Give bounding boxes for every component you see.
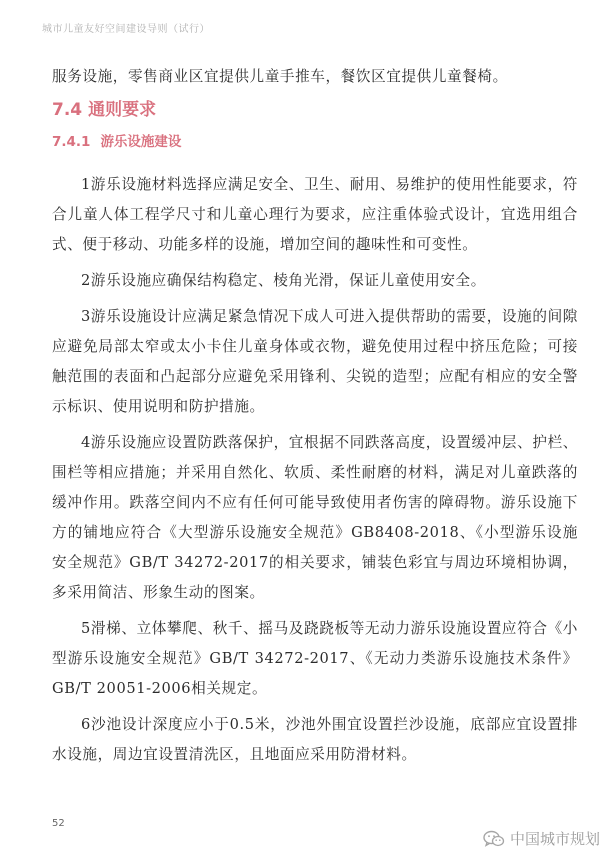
section-number: 7.4 [52,100,83,120]
subsection-heading [52,132,578,152]
running-header: 城市儿童友好空间建设导则（试行） [42,24,210,35]
subsection-number: 7.4.1 [52,134,91,150]
paragraph-2: 2游乐设施应确保结构稳定、棱角光滑，保证儿童使用安全。 [81,272,486,289]
subsection-title: 游乐设施建设 [100,134,182,150]
paragraph-3: 3游乐设施设计应满足紧急情况下成人可进入提供帮助的需要，设施的间隙应避免局部太窄或太小卡住儿童身体或衣物，避免使用过程中挤压危险；可接触范围的表面和凸起部分应避免采用锋利、尖锐的造型；应配有相应的安全警示标识、使用说明和防护措施。 [52,308,578,415]
paragraph-1: 1游乐设施材料选择应满足安全、卫生、耐用、易维护的使用性能要求，符合儿童人体工程学尺寸和儿童心理行为要求，应注重体验式设计，宜选用组合式、便于移动、功能多样的设施，增加空间的趣味性和可变性。 [52,176,578,253]
paragraph-4: 4游乐设施应设置防跌落保护，宜根据不同跌落高度，设置缓冲层、护栏、围栏等相应措施；并采用自然化、软质、柔性耐磨的材料，满足对儿童跌落的缓冲作用。跌落空间内不应有任何可能导致使用者伤害的障碍物。游乐设施下方的铺地应符合《大型游乐设施安全规范》GB8408-2018、《小型游乐设施安全规范》GB/T 34272-2017的相关要求，铺装色彩宜与周边环境相协调，多采用简洁、形象生动的图案。 [52,434,578,601]
paragraph-5: 5滑梯、立体攀爬、秋千、摇马及跷跷板等无动力游乐设施设置应符合《小型游乐设施安全规范》GB/T 34272-2017、《无动力类游乐设施技术条件》GB/T 20051-2006相关规定。 [52,620,578,697]
page-content [52,62,578,776]
page-number: 52 [52,818,65,829]
section-title: 通则要求 [88,100,157,120]
watermark-text: 中国城市规划 [509,830,600,848]
paragraph-6: 6沙池设计深度应小于0.5米，沙池外围宜设置拦沙设施，底部应宜设置排水设施，周边宜设置清洗区，且地面应采用防滑材料。 [52,716,578,763]
watermark [483,828,600,849]
continuation-paragraph: 服务设施，零售商业区宜提供儿童手推车，餐饮区宜提供儿童餐椅。 [52,68,508,85]
wechat-icon [483,830,505,848]
section-heading [52,98,578,122]
